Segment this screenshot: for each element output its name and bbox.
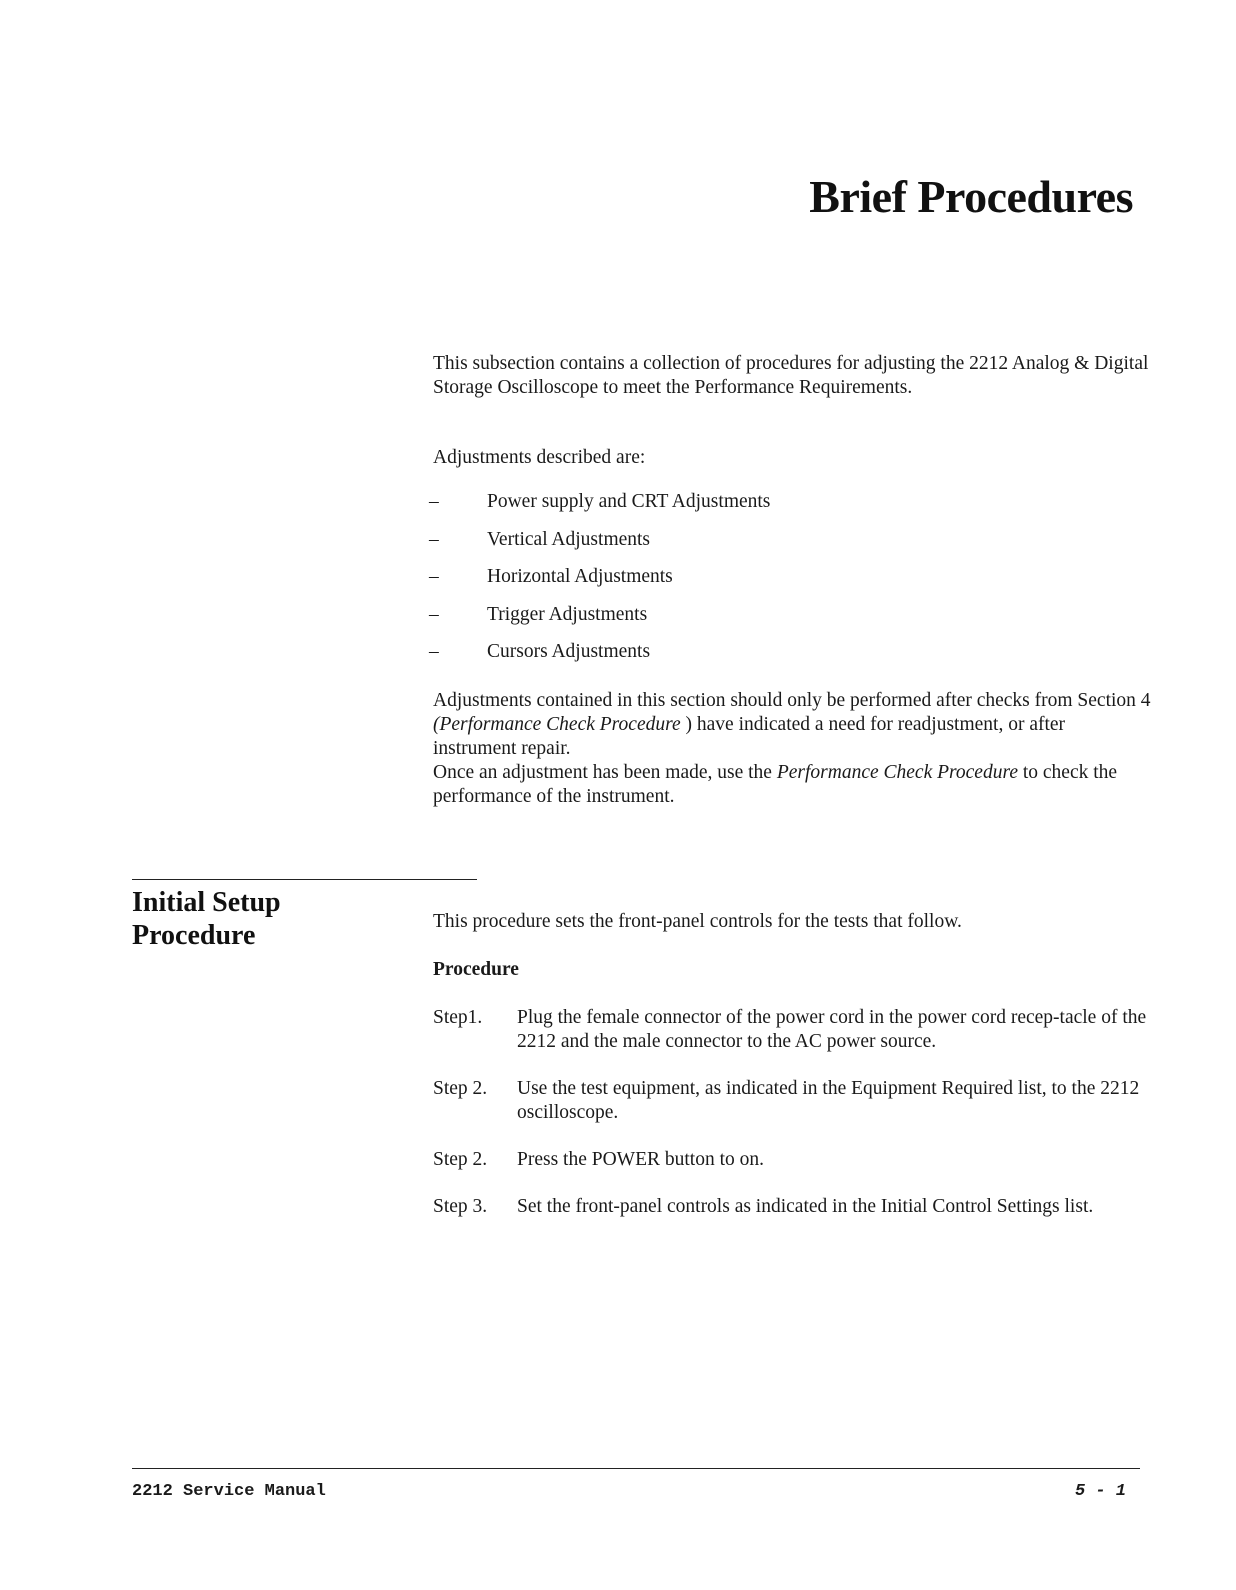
- list-item: [429, 565, 770, 603]
- note-paragraph: [433, 689, 1153, 809]
- list-item: [429, 640, 770, 678]
- dash-bullet: –: [429, 566, 439, 587]
- dash-bullet: –: [429, 603, 439, 625]
- procedure-label: Procedure: [433, 959, 519, 980]
- adjustments-list: [429, 490, 770, 678]
- step-number: Step 3.: [433, 1196, 488, 1217]
- note-italic-reference: (Performance Check Procedure: [433, 714, 686, 735]
- list-item-label: Vertical Adjustments: [487, 528, 651, 550]
- procedure-step: [433, 1006, 1153, 1054]
- setup-intro: This procedure sets the front-panel controls for the tests that follow.: [433, 911, 962, 932]
- note-text: Adjustments contained in this section should only be performed after checks from Section 4: [433, 690, 1151, 711]
- list-item: [429, 603, 770, 641]
- section-heading-line: Procedure: [132, 920, 256, 951]
- page-title: Brief Procedures: [809, 171, 1133, 222]
- adjustments-heading: Adjustments described are:: [433, 447, 646, 468]
- list-item-label: Trigger Adjustments: [487, 603, 648, 625]
- step-text: Use the test equipment, as indicated in the Equipment Required list, to the 2212 oscilloscope.: [517, 1078, 1140, 1123]
- section-heading-line: Initial Setup: [132, 887, 281, 918]
- note-text: to check the performance of the instrument.: [433, 762, 1118, 807]
- step-number: Step 2.: [433, 1078, 488, 1099]
- procedure-steps: [433, 1006, 1153, 1242]
- note-text: ) have indicated a need for readjustment, or after instrument repair.: [433, 714, 1066, 759]
- dash-bullet: –: [429, 528, 439, 550]
- list-item: [429, 490, 770, 528]
- step-number: Step1.: [433, 1007, 483, 1028]
- list-item: [429, 528, 770, 566]
- list-item-label: Cursors Adjustments: [487, 641, 651, 662]
- step-text: Set the front-panel controls as indicated in the Initial Control Settings list.: [517, 1196, 1094, 1217]
- footer-manual-title: 2212 Service Manual: [132, 1482, 326, 1501]
- list-item-label: Horizontal Adjustments: [487, 566, 673, 587]
- procedure-step: [433, 1077, 1153, 1125]
- footer-page-number: 5 - 1: [1074, 1482, 1126, 1501]
- note-line-1: [433, 689, 1153, 761]
- note-italic-reference: Performance Check Procedure: [776, 762, 1018, 783]
- dash-bullet: –: [429, 641, 439, 662]
- note-text: Once an adjustment has been made, use the: [433, 762, 777, 783]
- intro-paragraph: This subsection contains a collection of procedures for adjusting the 2212 Analog & Digital Storage Oscilloscope to meet the Performance Requirements.: [433, 353, 1149, 398]
- dash-bullet: –: [429, 491, 439, 512]
- step-text: Press the POWER button to on.: [517, 1149, 764, 1170]
- footer-rule: [132, 1468, 1140, 1469]
- procedure-step: [433, 1148, 1153, 1172]
- step-text: Plug the female connector of the power cord in the power cord recep-tacle of the 2212 and the male connector to the AC power source.: [517, 1007, 1147, 1052]
- section-heading: [132, 886, 281, 952]
- list-item-label: Power supply and CRT Adjustments: [487, 491, 771, 512]
- step-number: Step 2.: [433, 1149, 488, 1170]
- section-divider: [132, 879, 477, 880]
- note-line-2: [433, 761, 1153, 809]
- procedure-step: [433, 1195, 1153, 1219]
